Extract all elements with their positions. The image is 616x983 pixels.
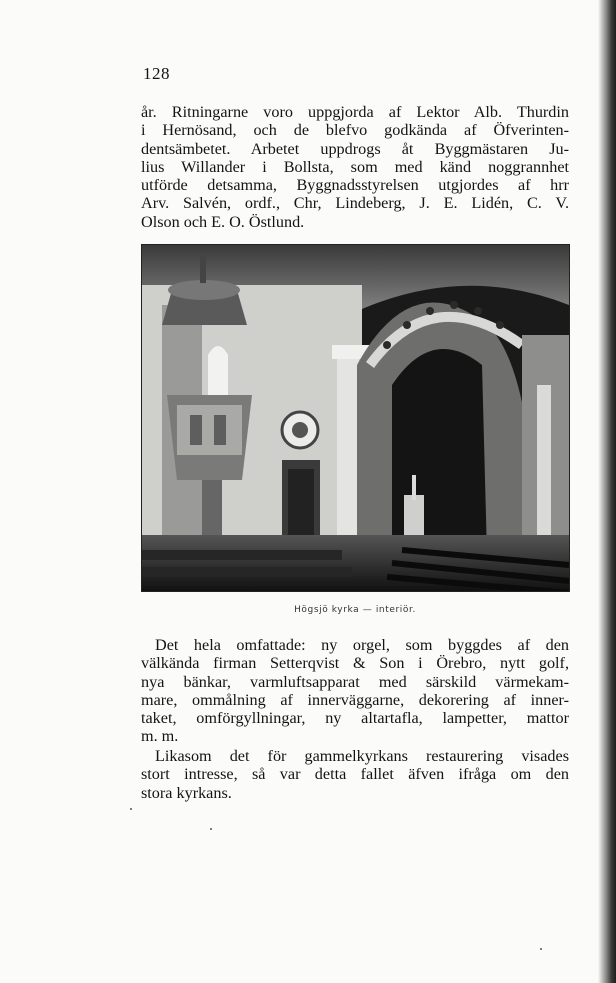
text-line: Det hela omfattade: ny orgel, som byggdes af den (155, 636, 569, 654)
text-line: mare, ommålning af innerväggarne, dekorering af inner- (141, 690, 569, 709)
paper-speck (130, 808, 132, 810)
text-line: Likasom det för gammelkyrkans restaurering visades (155, 747, 569, 765)
text-line: Arv. Salvén, ordf., Chr, Lindeberg, J. E. Lidén, C. V. (141, 194, 569, 213)
paper-speck (210, 828, 212, 830)
page-edge-shadow (598, 0, 616, 983)
text-line: år. Ritningarne voro uppgjorda af Lektor Alb. Thurdin (141, 103, 569, 121)
text-line: utförde detsamma, Byggnadsstyrelsen utgjordes af hrr (141, 176, 569, 195)
figure-caption: Högsjö kyrka — interiör. (294, 605, 416, 615)
text-line: nya bänkar, varmluftsapparat med särskild värmekam- (141, 672, 569, 691)
text-line: dentsämbetet. Arbetet uppdrogs åt Byggmästaren Ju- (141, 139, 569, 158)
paragraph-1 (141, 103, 569, 231)
paragraph-2 (141, 636, 569, 746)
church-interior-illustration (142, 245, 569, 591)
text-line: välkända firman Setterqvist & Son i Örebro, nytt golf, (141, 654, 569, 673)
church-interior-photo (141, 244, 570, 592)
text-line: lius Willander i Bollsta, som med känd noggrannhet (141, 157, 569, 176)
page-number: 128 (143, 64, 170, 83)
text-line: Olson och E. O. Östlund. (141, 212, 305, 231)
paper-speck (540, 948, 542, 950)
text-line: stort intresse, så var detta fallet äfven ifråga om den (141, 765, 569, 784)
text-line: m. m. (141, 727, 179, 746)
paragraph-3 (141, 747, 569, 802)
text-line: i Hernösand, och de blefvo godkända af Öfverinten- (141, 121, 569, 140)
text-line: taket, omförgyllningar, ny altartafla, lampetter, mattor (141, 709, 569, 728)
text-line: stora kyrkans. (141, 783, 232, 802)
